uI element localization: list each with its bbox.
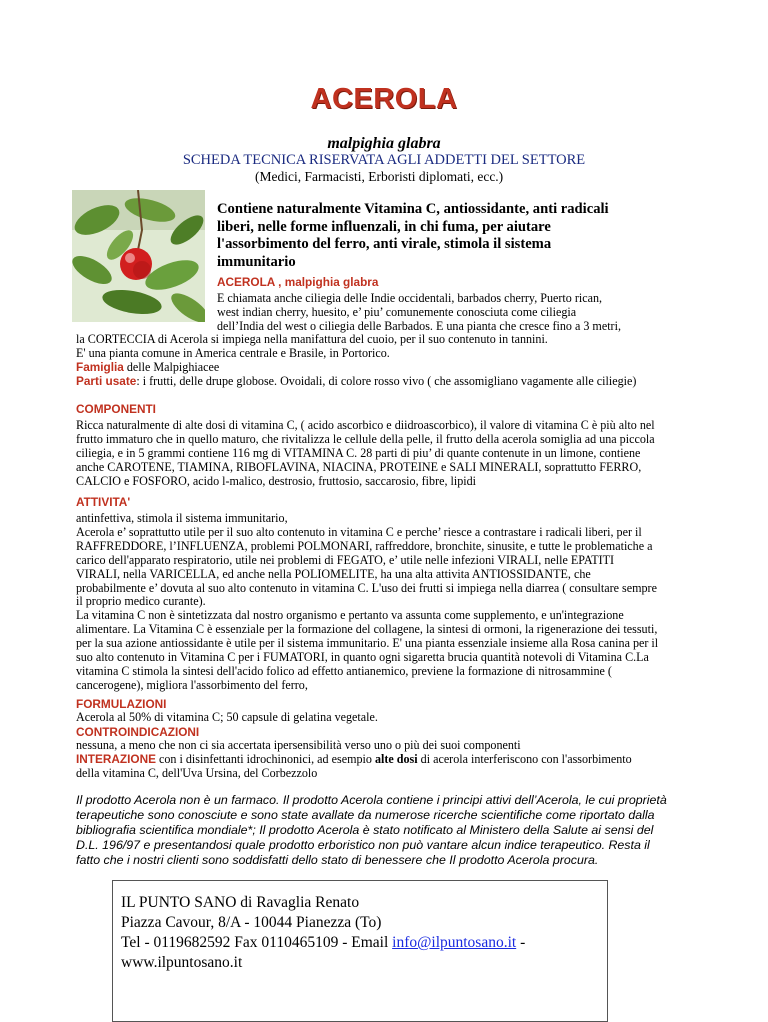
interazione-heading: INTERAZIONE bbox=[76, 751, 156, 766]
famiglia-label: Famiglia bbox=[76, 359, 124, 374]
intro-text: E chiamata anche ciliegia delle Indie occidentali, barbados cherry, Puerto rican, west indian cherry, huesito, e’ piu’ comunemente conosciuta come ciliegia bbox=[217, 291, 603, 319]
formulazioni-text: Acerola al 50% di vitamina C; 50 capsule di gelatina vegetale. bbox=[76, 710, 378, 724]
attivita-line: La vitamina C non è sintetizzata dal nostro organismo e pertanto va assunta come supplemento, e un'integrazione bbox=[76, 608, 624, 623]
componenti-line: frutto immaturo che in quello maturo, che rivitalizza le cellule della pelle, il frutto della acerola somiglia ad una piccola bbox=[76, 431, 655, 446]
attivita-line: alimentare. La Vitamina C è essenziale per la formazione del collagene, la sintesi di ormoni, la rigenerazione dei tessuti, bbox=[76, 622, 658, 637]
technical-sheet-notice: SCHEDA TECNICA RISERVATA AGLI ADDETTI DEL SETTORE bbox=[182, 152, 586, 168]
componenti-line: Ricca naturalmente di alte dosi di vitamina C, ( acido ascorbico e diidroascorbico), il valore di vitamina C è più alto nel bbox=[76, 418, 655, 432]
formulazioni-section: FORMULAZIONI Acerola al 50% di vitamina C; 50 capsule di gelatina vegetale. CONTROINDICAZIONI nessuna, a meno che non ci sia accertata ipersensibilità verso uno o più dei suoi componenti INTERAZIONE con i disinfettanti idrochinonici, ad esempio alte dosi di acerola interferiscono con l'assorbimento della vitamina C, dell'Uva Ursina, del Corbezzolo bbox=[76, 697, 718, 781]
company-name: IL PUNTO SANO di Ravaglia Renato bbox=[121, 894, 360, 911]
email-link[interactable]: info@ilpuntosano.it bbox=[392, 934, 517, 951]
parti-usate-label: Parti usate bbox=[76, 373, 137, 388]
page-title: ACEROLA bbox=[310, 83, 458, 115]
botanical-name: malpighia glabra bbox=[327, 135, 441, 152]
disclaimer: Il prodotto Acerola non è un farmaco. Il prodotto Acerola contiene i principi attivi dell’Acerola, le cui proprietà terapeutiche sono conosciute e sono state avallate da numerose ricerche scientifiche come riportato dalla bibliografia scientifica mondiale*; Il prodotto Acerola è stato notificato al Ministero della Salute ai sensi del D.L. 196/97 e presentandosi quale prodotto erboristico non può vantare alcun indice terapeutico. Resta il fatto che i nostri clienti sono soddisfatti dello stato di benessere che Il prodotto Acerola procura. bbox=[76, 793, 667, 867]
componenti-line: ciliegia, e in 5 grammi contiene 116 mg di VITAMINA C. 28 parti di piu’ di quante contenute in un limone, contiene bbox=[76, 445, 641, 460]
website-link[interactable]: www.ilpuntosano.it bbox=[121, 954, 243, 971]
controindicazioni-heading: CONTROINDICAZIONI bbox=[76, 724, 200, 739]
attivita-line: probabilmente e’ dovuta al suo alto contenuto in vitamina C. L'uso dei frutti si impiega nella diarrea ( consultare sempre bbox=[76, 580, 657, 595]
attivita-line: cancerogene), migliora l'assorbimento del ferro, bbox=[76, 677, 308, 692]
company-phone: Tel - 0119682592 Fax 0110465109 - Email info@ilpuntosano.it - bbox=[121, 934, 526, 951]
company-address: Piazza Cavour, 8/A - 10044 Pianezza (To) bbox=[121, 914, 382, 931]
componenti-line: anche CAROTENE, TIAMINA, RIBOFLAVINA, NIACINA, PROTEINE e SALI MINERALI, soprattutto FERRO, bbox=[76, 459, 642, 474]
attivita-line: suo alto contenuto in Vitamina C per i FUMATORI, in quanto ogni sigaretta brucia quantità notevoli di Vitamina C.La bbox=[76, 650, 649, 665]
controindicazioni-text: nessuna, a meno che non ci sia accertata ipersensibilità verso uno o più dei suoi componenti bbox=[76, 737, 521, 752]
intro-text-continued: dell’India del west o ciliegia delle Barbados. E una pianta che cresce fino a 3 metri, bbox=[217, 319, 621, 333]
attivita-heading: ATTIVITA' bbox=[76, 495, 131, 509]
attivita-line: VIRALI, nella VARICELLA, ed anche nella POLIOMELITE, ha una alta attivita ANTIOSSIDANTE, che bbox=[76, 566, 591, 581]
attivita-line: vitamina C stimola la sintesi dell'acido folico ad effetto antianemico, previene la formazione di nitrosammine ( bbox=[76, 663, 612, 678]
attivita-line: per la sua azione antiossidante è utile per il sistema immunitario. E' una pianta essenziale insieme alla Rosa canina per il bbox=[76, 636, 659, 651]
key-benefits-headline: Contiene naturalmente Vitamina C, antiossidante, anti radicali liberi, nelle forme influenzali, in chi fuma, per aiutare l'assorbimento del ferro, anti virale, stimola il sistema immunitario bbox=[217, 201, 609, 270]
attivita-line: RAFFREDDORE, l’INFLUENZA, problemi POLMONARI, raffreddore, bronchite, sinusite, e tutte le problematiche a bbox=[76, 538, 653, 553]
intro-heading: ACEROLA , malpighia glabra bbox=[217, 275, 379, 289]
attivita-line: Acerola e’ soprattutto utile per il suo alto contenuto in vitamina C e perche’ riesce a contrastare i radicali liberi, per il bbox=[76, 524, 642, 539]
componenti-line: CALCIO e FOSFORO, acido l-malico, destrosio, fruttosio, saccarosio, fibre, lipidi bbox=[76, 473, 477, 488]
componenti-heading: COMPONENTI bbox=[76, 402, 156, 416]
intro-details: la CORTECCIA di Acerola si impiega nella manifattura del cuoio, per il suo contenuto in tannini. E' una pianta comune in America centrale e Brasile, in Portorico. Famiglia delle Malpighiacee Parti usate: i frutti, delle drupe globose. Ovoidali, di colore rosso vivo ( che assomigliano vagamente alle ciliegie) bbox=[76, 332, 637, 388]
attivita-line: carico dell'apparato respiratorio, utile nei problemi di FEGATO, e’ utile nelle infezioni VIRALI, nelle EPATITI bbox=[76, 552, 615, 567]
componenti-section bbox=[76, 402, 718, 489]
attivita-line: antinfettiva, stimola il sistema immunitario, bbox=[76, 511, 288, 525]
audience-note: (Medici, Farmacisti, Erboristi diplomati, ecc.) bbox=[255, 169, 504, 184]
attivita-section bbox=[76, 495, 718, 693]
attivita-line: il proprio medico curante). bbox=[76, 594, 206, 609]
acerola-berry-photo bbox=[72, 190, 205, 322]
formulazioni-heading: FORMULAZIONI bbox=[76, 697, 167, 711]
contact-box bbox=[112, 880, 608, 1022]
